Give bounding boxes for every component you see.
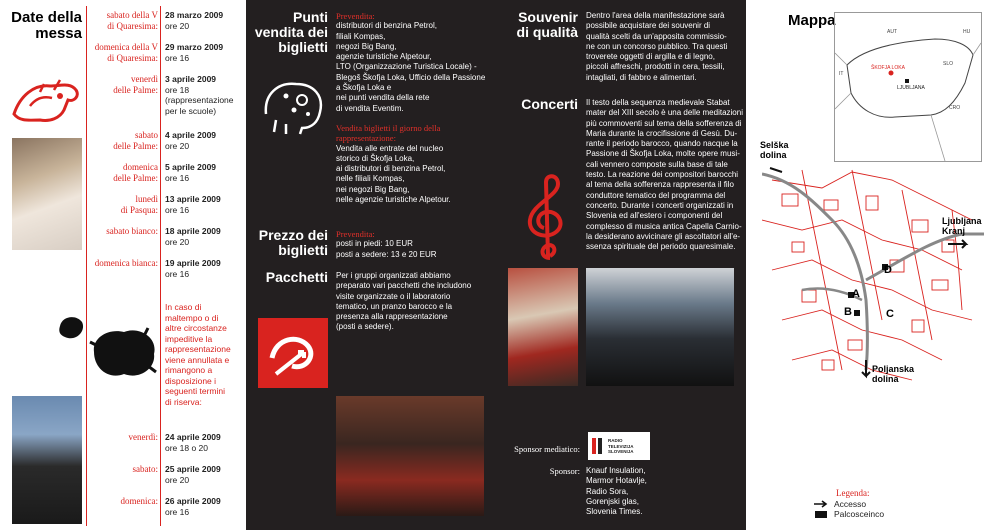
dates-heading: Date della messa	[11, 9, 82, 42]
weather-note: In caso di maltempo o di altre circostanze impeditive la rappresentazione viene annullata e rimangono a disposizione i seguenti termini di riserva:	[165, 302, 231, 407]
ink-blot-large	[88, 322, 160, 382]
packages-text	[336, 271, 486, 333]
concert-line: testo. La reazione dei compositori barocchi	[586, 170, 739, 180]
sponsor-list	[586, 466, 736, 517]
presale-line: nei punti vendita della rete	[336, 93, 430, 103]
marker-a: A	[852, 288, 860, 300]
sponsor-line: Slovenia Times.	[586, 507, 643, 517]
sponsor-line: Radio Sora,	[586, 486, 629, 496]
woman-portrait-photo	[12, 138, 82, 250]
date-label: sabato bianco:	[106, 226, 158, 236]
date-label: venerdì:	[128, 432, 158, 442]
sameday-line: nelle agenzie turistiche Alpetour.	[336, 195, 451, 205]
presale-line: distributori di benzina Petrol,	[336, 21, 437, 31]
package-line: tematico, un pranzo barocco e la	[336, 301, 453, 311]
date-value: 13 aprile 2009 ore 16	[165, 194, 221, 215]
date-value: 24 aprile 2009 ore 18 o 20	[165, 432, 221, 453]
date-label: sabato della V di Quaresima:	[106, 10, 158, 31]
access-arrow-icon	[814, 500, 828, 508]
date-label: domenica:	[120, 496, 158, 506]
package-line: (posti a sedere).	[336, 322, 394, 332]
date-label: venerdì delle Palme:	[113, 74, 158, 95]
concert-line: Slovenia ed all'estero i componenti del	[586, 211, 723, 221]
legend-access: Accesso	[834, 499, 867, 509]
concerts-heading: Concerti	[521, 96, 578, 112]
label-it: IT	[839, 71, 844, 77]
sponsor-line: Marmor Hotavlje,	[586, 476, 647, 486]
info-panel	[246, 0, 746, 530]
label-aut: AUT	[887, 29, 897, 35]
date-value: 18 aprile 2009 ore 20	[165, 226, 221, 247]
concert-line: al tema della sofferenza rappresenta il filo	[586, 180, 734, 190]
concert-line: rante il periodo barocco, quando nacque la	[586, 139, 738, 149]
concert-line: più commoventi sul tema della sofferenza di	[586, 118, 742, 128]
concerts-text	[586, 98, 746, 252]
musician-photo	[508, 268, 578, 386]
marker-c: C	[886, 308, 894, 320]
place-poljanska: Poljanska dolina	[872, 364, 915, 384]
souvenir-line: piccoli affreschi, prodotti in cera, tessili,	[586, 62, 725, 72]
ink-blot-small	[56, 312, 86, 342]
legend-stage: Palcosceinco	[834, 509, 885, 519]
concert-line: cali vennero composte sulla base di tale	[586, 159, 728, 169]
concert-line: Maria durante la crocifissione di Gesù. Du-	[586, 128, 738, 138]
legend-title: Legenda:	[836, 488, 870, 498]
stage-performance-photo	[336, 396, 484, 516]
date-label: domenica delle Palme:	[113, 162, 158, 183]
rtv-slovenija-logo: RADIO TELEVIZIJA SLOVENIJA	[588, 432, 650, 460]
date-value: 5 aprile 2009 ore 16	[165, 162, 217, 183]
date-value: 4 aprile 2009 ore 20	[165, 130, 217, 151]
package-line: visite organizzate o il laboratorio	[336, 291, 451, 301]
procession-photo	[586, 268, 734, 386]
presale-line: di vendita Eventim.	[336, 103, 404, 113]
package-line: Per i gruppi organizzati abbiamo	[336, 271, 451, 280]
date-value: 25 aprile 2009 ore 20	[165, 464, 221, 485]
tickets-text: Prevendita: distributori di benzina Petrol, filiali Kompas, negozi Big Bang, agenzie turistiche Alpetour, LTO (Organizzazione Turistica Locale) - Blegoš Škofja Loka, Ufficio della Passione a Škofja Loka e nei punti vendita della rete di vendita Eventim. Vendita biglietti il giorno della rappresentazione: Vendita alle entrate del nucleo storico di Škofja Loka, ai distributori di benzina Petrol, nelle filiali Kompas, nei negozi Big Bang, nelle agenzie turistiche Alpetour.	[336, 11, 486, 205]
treble-clef-icon	[520, 172, 572, 262]
concert-line: conduttore tematico del programma del	[586, 190, 726, 200]
sponsor-label: Sponsor:	[549, 466, 580, 476]
label-cro: CRO	[949, 105, 961, 111]
left-divider-2	[160, 6, 161, 526]
souvenirs-heading: Souvenir di qualità	[516, 9, 578, 40]
date-value: 26 aprile 2009 ore 16	[165, 496, 221, 517]
concert-line: complesso di musica antica Capella Carnio-	[586, 221, 742, 231]
sameday-line: nei negozi Big Bang,	[336, 184, 410, 194]
souvenir-line: Dentro l'area della manifestazione sarà	[586, 11, 725, 20]
souvenir-line: troverete oggetti di argilla e di legno,	[586, 52, 715, 62]
sponsor-line: Knauf Insulation,	[586, 466, 646, 475]
rtv-logo-icon	[592, 438, 604, 454]
date-label: lunedì di Pasqua:	[120, 194, 158, 215]
presale-line: negozi Big Bang,	[336, 41, 397, 51]
map-title: Mappa	[788, 12, 836, 29]
place-selska: Selška dolina	[760, 140, 789, 160]
label-slo: SLO	[943, 61, 954, 67]
country-map	[834, 12, 982, 162]
concert-line: concerto. Durante i concerti organizzati in	[586, 200, 734, 210]
horse-rider-photo	[12, 396, 82, 524]
souvenir-line: ne con un concorso pubblico. Tra questi	[586, 41, 728, 51]
marker-b: B	[844, 306, 852, 318]
sameday-line: ai distributori di benzina Petrol,	[336, 164, 446, 174]
date-label: domenica bianca:	[94, 258, 158, 268]
date-value: 19 aprile 2009 ore 16	[165, 258, 221, 279]
souvenirs-text	[586, 11, 742, 83]
label-hu: HU	[963, 29, 971, 35]
package-line: presenza alla rappresentazione	[336, 312, 448, 322]
town-map	[762, 160, 988, 390]
date-label: sabato delle Palme:	[113, 130, 158, 151]
presale-line: Blegoš Škofja Loka, Ufficio della Passione a Škofja Loka e	[336, 72, 486, 93]
concert-line: Il testo della sequenza medievale Stabat	[586, 98, 730, 107]
arrow-swirl-icon	[258, 318, 328, 388]
souvenir-line: possibile acquistare dei souvenir di	[586, 21, 711, 31]
presale-line: filiali Kompas,	[336, 31, 386, 41]
concert-line: ssenza spirituale del periodo quaresimale.	[586, 242, 736, 252]
souvenir-line: intagliati, di fabbro e alimentari.	[586, 72, 697, 82]
sameday-line: nelle filiali Kompas,	[336, 174, 405, 184]
prices-heading: Prezzo dei biglietti	[258, 227, 328, 258]
date-value: 3 aprile 2009 ore 18 (rappresentazione per le scuole)	[165, 74, 234, 116]
label-ljubljana: LJUBLJANA	[897, 85, 925, 91]
prices-text: Prevendita: posti in piedi: 10 EUR posti a sedere: 13 e 20 EUR	[336, 229, 437, 259]
elephant-drawing	[256, 74, 330, 136]
presale-line: LTO (Organizzazione Turistica Locale) -	[336, 62, 477, 72]
date-label: domenica della V di Quaresima:	[94, 42, 158, 63]
tickets-heading: Punti vendita dei biglietti	[254, 9, 328, 55]
packages-heading: Pacchetti	[265, 269, 328, 285]
sponsor-line: Gorenjski glas,	[586, 496, 639, 506]
red-logo-box	[258, 318, 328, 388]
date-value: 29 marzo 2009 ore 16	[165, 42, 224, 63]
concert-line: mater del XIII secolo è una delle meditazioni	[586, 108, 743, 118]
souvenir-line: qualità scelti da un'apposita commissio-	[586, 31, 727, 41]
stage-square-icon	[815, 511, 827, 518]
package-line: preparato vari pacchetti che includono	[336, 281, 472, 291]
marker-d: D	[884, 264, 892, 276]
media-sponsor-label: Sponsor mediatico:	[514, 444, 580, 454]
concert-line: Passione di Škofja Loka, molte opere musi-	[586, 149, 740, 159]
date-label: sabato:	[132, 464, 158, 474]
date-value: 28 marzo 2009 ore 20	[165, 10, 224, 31]
sameday-line: Vendita alle entrate del nucleo	[336, 143, 444, 153]
label-skofja-loka: ŠKOFJA LOKA	[871, 65, 905, 71]
concert-line: la desiderano avvicinare gli ascoltatori all'e-	[586, 231, 741, 241]
sameday-line: storico di Škofja Loka,	[336, 153, 415, 163]
presale-line: agenzie turistiche Alpetour,	[336, 52, 432, 62]
place-ljubljana: Ljubljana Kranj	[942, 216, 982, 236]
horse-head-drawing	[10, 76, 82, 126]
